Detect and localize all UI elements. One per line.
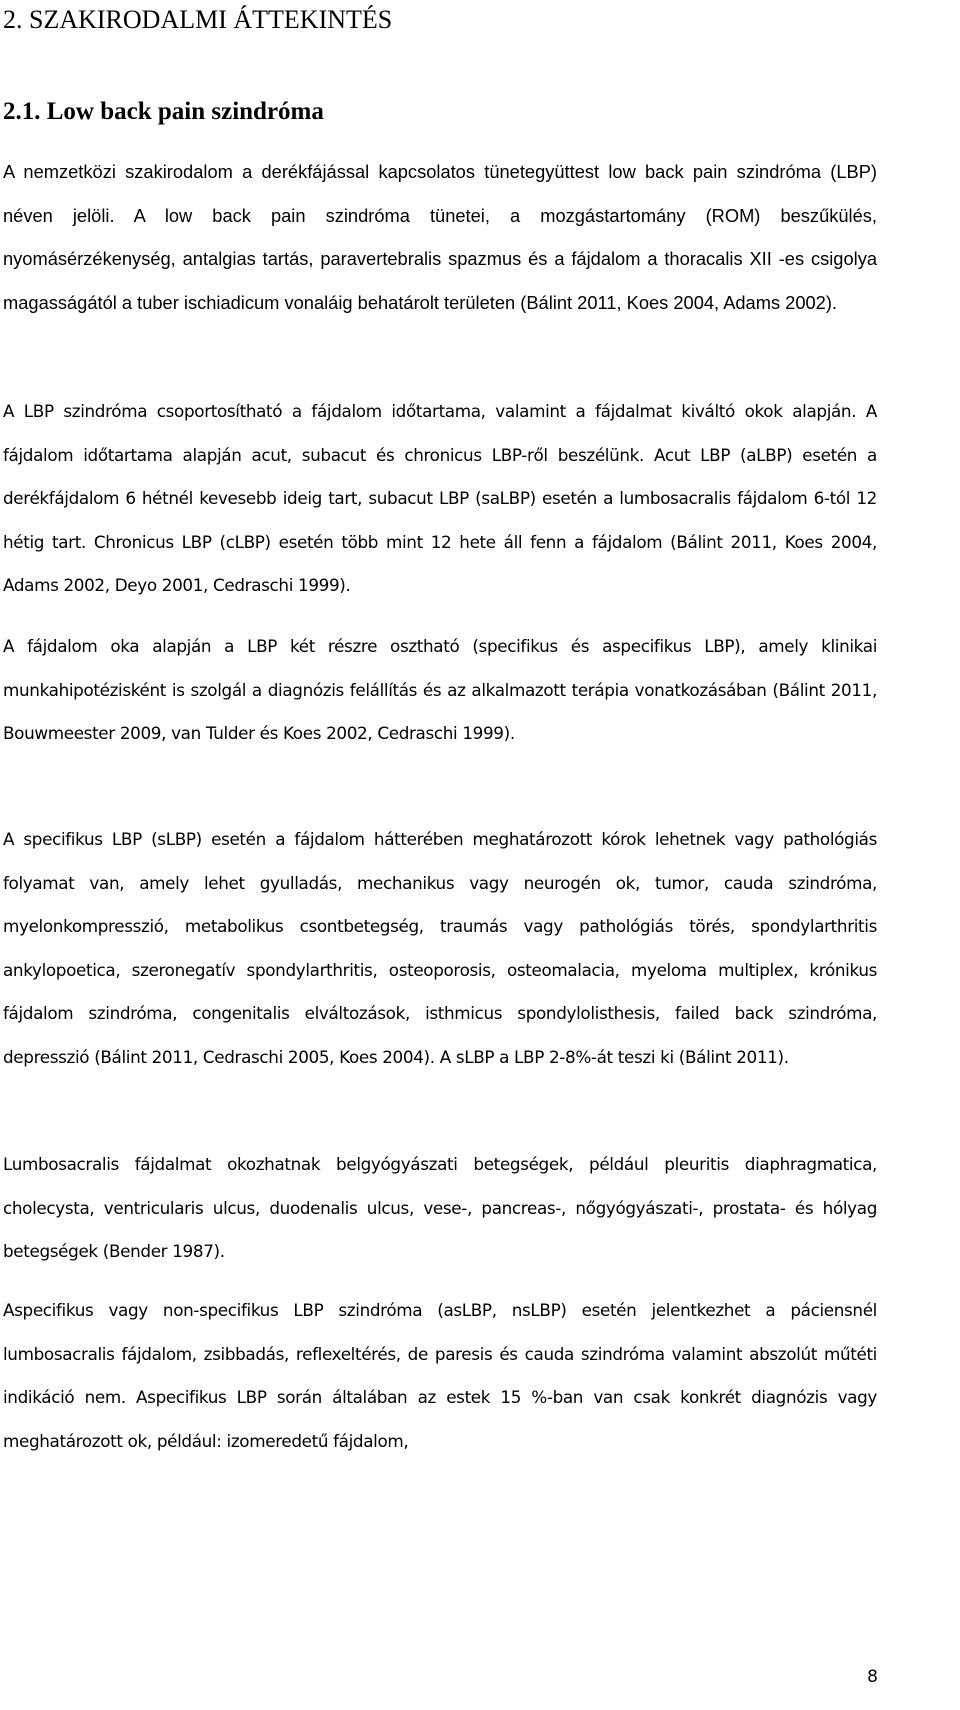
paragraph-internal-diseases: Lumbosacralis fájdalmat okozhatnak belgyógyászati betegségek, például pleuritis diaphragmatica, cholecysta, ventricularis ulcus, duodenalis ulcus, vese-, pancreas-, nőgyógyászati-, prostata- és hólyag betegségek (Bender 1987). bbox=[3, 1154, 877, 1261]
paragraph-classification: A LBP szindróma csoportosítható a fájdalom időtartama, valamint a fájdalmat kiváltó okok alapján. A fájdalom időtartama alapján acut, subacut és chronicus LBP-ről beszélünk. Acut LBP (aLBP) esetén a derékfájdalom 6 hétnél kevesebb ideig tart, subacut LBP (saLBP) esetén a lumbosacralis fájdalom 6-tól 12 hétig tart. Chronicus LBP (cLBP) esetén több mint 12 hete áll fenn a fájdalom (Bálint 2011, Koes 2004, Adams 2002, Deyo 2001, Cedraschi 1999). bbox=[3, 401, 877, 595]
paragraph-intro: A nemzetközi szakirodalom a derékfájással kapcsolatos tünetegyüttest low back pain szindróma (LBP) néven jelöli. A low back pain szindróma tünetei, a mozgástartomány (ROM) beszűkülés, nyomásérzékenység, antalgias tartás, paravertebralis spazmus és a fájdalom a thoracalis XII -es csigolya magasságától a tuber ischiadicum vonaláig behatárolt területen (Bálint 2011, Koes 2004, Adams 2002). bbox=[3, 161, 877, 313]
page-number: 8 bbox=[867, 1667, 878, 1687]
section-heading: 2. SZAKIRODALMI ÁTTEKINTÉS bbox=[3, 5, 393, 34]
paragraph-cause: A fájdalom oka alapján a LBP két részre osztható (specifikus és aspecifikus LBP), amely klinikai munkahipotézisként is szolgál a diagnózis felállítás és az alkalmazott terápia vonatkozásában (Bálint 2011, Bouwmeester 2009, van Tulder és Koes 2002, Cedraschi 1999). bbox=[3, 636, 877, 743]
subsection-heading: 2.1. Low back pain szindróma bbox=[3, 98, 324, 125]
paragraph-specific-lbp: A specifikus LBP (sLBP) esetén a fájdalom hátterében meghatározott kórok lehetnek vagy pathológiás folyamat van, amely lehet gyulladás, mechanikus vagy neurogén ok, tumor, cauda szindróma, myelonkompresszió, metabolikus csontbetegség, traumás vagy pathológiás törés, spondylarthritis ankylopoetica, szeronegatív spondylarthritis, osteoporosis, osteomalacia, myeloma multiplex, krónikus fájdalom szindróma, congenitalis elváltozások, isthmicus spondylolisthesis, failed back szindróma, depresszió (Bálint 2011, Cedraschi 2005, Koes 2004). A sLBP a LBP 2-8%-át teszi ki (Bálint 2011). bbox=[3, 829, 877, 1067]
paragraph-nonspecific-lbp: Aspecifikus vagy non-specifikus LBP szindróma (asLBP, nsLBP) esetén jelentkezhet a páciensnél lumbosacralis fájdalom, zsibbadás, reflexeltérés, de paresis és cauda szindróma valamint abszolút műtéti indikáció nem. Aspecifikus LBP során általában az estek 15 %-ban van csak konkrét diagnózis vagy meghatározott ok, például: izomeredetű fájdalom, bbox=[3, 1300, 877, 1451]
